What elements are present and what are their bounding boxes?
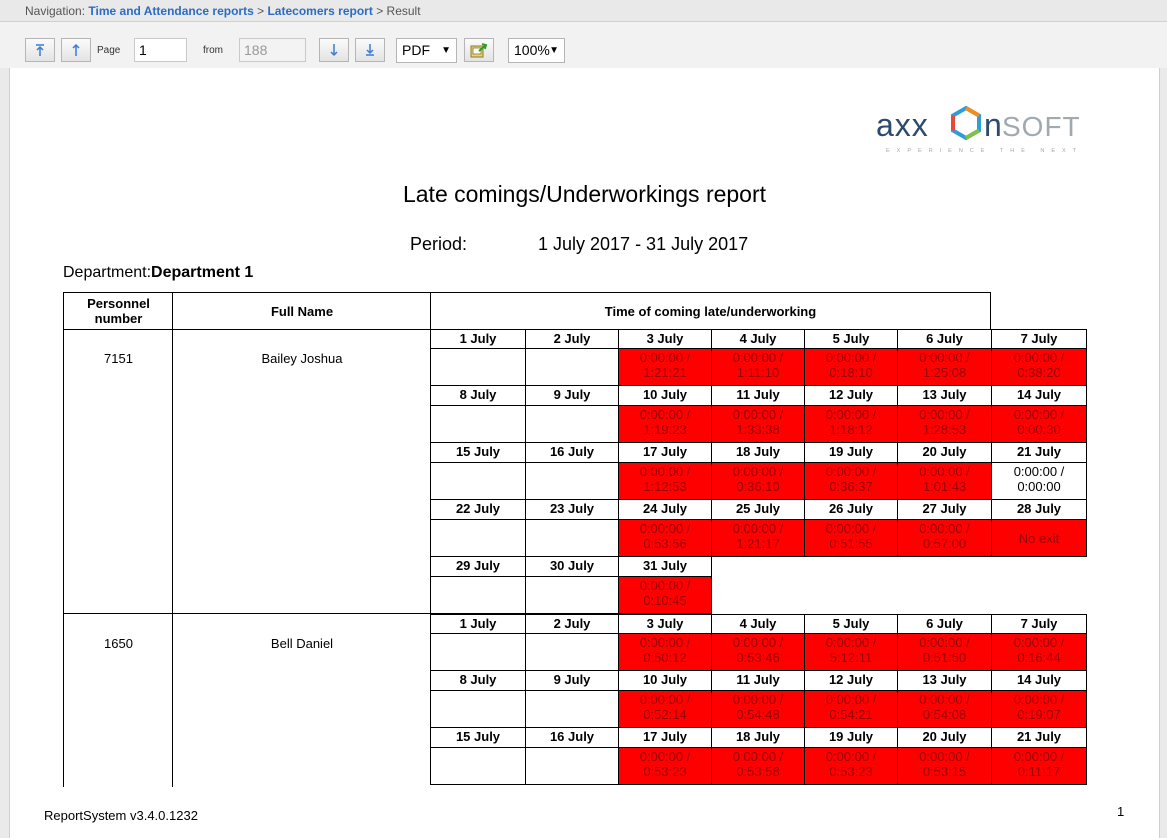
day-value: 0:00:00 / 1:21:17 xyxy=(711,519,805,557)
day-value: 0:00:00 / 0:53:23 xyxy=(804,747,898,785)
day-label: 6 July xyxy=(897,614,992,634)
period-value: 1 July 2017 - 31 July 2017 xyxy=(538,234,749,254)
day-value: 0:00:00 / 1:33:38 xyxy=(711,405,805,443)
header-personnel-number: Personnel number xyxy=(63,292,173,330)
day-label: 16 July xyxy=(525,728,619,748)
day-value: 0:00:00 / 0:00:00 xyxy=(991,462,1087,500)
first-page-button[interactable] xyxy=(25,38,55,62)
total-pages-field: 188 xyxy=(239,38,306,62)
day-value xyxy=(430,690,526,728)
day-value xyxy=(430,576,526,614)
day-value xyxy=(430,519,526,557)
header-full-name: Full Name xyxy=(172,292,431,330)
day-label: 18 July xyxy=(711,728,805,748)
day-value: 0:00:00 / 0:57:00 xyxy=(897,519,992,557)
day-value: 0:00:00 / 0:00:30 xyxy=(991,405,1087,443)
day-value: 0:00:00 / 1:25:08 xyxy=(897,348,992,386)
day-value xyxy=(430,348,526,386)
first-page-icon xyxy=(33,43,47,57)
header-time-late: Time of coming late/underworking xyxy=(430,292,991,330)
day-label: 11 July xyxy=(711,671,805,691)
day-label: 9 July xyxy=(525,386,619,406)
day-label: 11 July xyxy=(711,386,805,406)
breadcrumb-link-latecomers[interactable]: Latecomers report xyxy=(267,4,373,18)
day-label: 15 July xyxy=(430,443,526,463)
next-page-button[interactable] xyxy=(319,38,349,62)
breadcrumb-current: Result xyxy=(386,4,421,18)
department-line xyxy=(63,264,253,282)
day-value: 0:00:00 / 0:51:55 xyxy=(804,519,898,557)
day-value: 0:00:00 / 0:19:07 xyxy=(991,690,1087,728)
export-button[interactable] xyxy=(464,38,494,62)
day-label: 27 July xyxy=(897,500,992,520)
day-label: 16 July xyxy=(525,443,619,463)
day-value xyxy=(430,462,526,500)
day-value: 0:00:00 / 1:01:43 xyxy=(897,462,992,500)
day-value xyxy=(430,633,526,671)
day-value xyxy=(430,747,526,785)
full-name-cell: Bell Daniel xyxy=(172,614,431,787)
export-icon xyxy=(470,42,488,58)
chevron-down-icon: ▼ xyxy=(441,45,451,56)
export-format-value: PDF xyxy=(402,42,430,58)
chevron-down-icon: ▼ xyxy=(549,45,559,56)
day-label: 17 July xyxy=(618,728,712,748)
day-label: 8 July xyxy=(430,386,526,406)
day-label: 29 July xyxy=(430,557,526,577)
day-label: 6 July xyxy=(897,329,992,349)
day-label: 9 July xyxy=(525,671,619,691)
previous-page-button[interactable] xyxy=(61,38,91,62)
day-label: 5 July xyxy=(804,614,898,634)
day-value: 0:00:00 / 1:21:21 xyxy=(618,348,712,386)
day-label: 13 July xyxy=(897,671,992,691)
day-value xyxy=(525,576,619,614)
day-value xyxy=(430,405,526,443)
page-number-input[interactable]: 1 xyxy=(134,38,187,62)
day-value: 0:00:00 / 0:53:46 xyxy=(711,633,805,671)
svg-text:EXPERIENCE THE NEXT: EXPERIENCE THE NEXT xyxy=(886,148,1084,154)
day-label: 5 July xyxy=(804,329,898,349)
svg-text:SOFT: SOFT xyxy=(1002,111,1081,142)
day-label: 30 July xyxy=(525,557,619,577)
breadcrumb-separator: > xyxy=(257,4,265,18)
day-label: 2 July xyxy=(525,329,619,349)
department-label: Department: xyxy=(63,264,152,281)
breadcrumb xyxy=(0,0,1167,22)
day-value: 0:00:00 / 0:36:10 xyxy=(711,462,805,500)
day-label: 14 July xyxy=(991,671,1087,691)
day-value: 0:00:00 / 0:38:20 xyxy=(991,348,1087,386)
day-value: 0:00:00 / 0:53:58 xyxy=(711,747,805,785)
day-label: 10 July xyxy=(618,386,712,406)
day-label: 23 July xyxy=(525,500,619,520)
zoom-value: 100% xyxy=(514,42,550,58)
previous-page-icon xyxy=(69,43,83,57)
day-label: 10 July xyxy=(618,671,712,691)
day-value: 0:00:00 / 0:53:56 xyxy=(618,519,712,557)
day-label: 3 July xyxy=(618,614,712,634)
day-value: 0:00:00 / 1:28:53 xyxy=(897,405,992,443)
day-value: 0:00:00 / 0:18:10 xyxy=(804,348,898,386)
day-label: 20 July xyxy=(897,443,992,463)
personnel-number-cell: 7151 xyxy=(63,329,173,614)
zoom-select[interactable] xyxy=(508,38,565,63)
day-label: 8 July xyxy=(430,671,526,691)
day-value: 0:00:00 / 0:54:08 xyxy=(897,690,992,728)
day-label: 13 July xyxy=(897,386,992,406)
svg-text:n: n xyxy=(984,107,1002,143)
personnel-number-cell: 1650 xyxy=(63,614,173,787)
last-page-button[interactable] xyxy=(355,38,385,62)
day-value: 0:00:00 / 1:18:12 xyxy=(804,405,898,443)
day-label: 15 July xyxy=(430,728,526,748)
day-value xyxy=(525,633,619,671)
day-label: 4 July xyxy=(711,329,805,349)
day-value: 0:00:00 / 0:10:45 xyxy=(618,576,712,614)
from-label: from xyxy=(203,45,223,56)
day-label: 19 July xyxy=(804,728,898,748)
day-label: 19 July xyxy=(804,443,898,463)
day-label: 12 July xyxy=(804,386,898,406)
day-value: No exit xyxy=(991,519,1087,557)
breadcrumb-separator: > xyxy=(376,4,384,18)
department-name: Department 1 xyxy=(151,264,254,281)
day-label: 22 July xyxy=(430,500,526,520)
day-value: 0:00:00 / 0:52:14 xyxy=(618,690,712,728)
axxonsoft-logo xyxy=(874,102,1094,162)
day-value xyxy=(525,747,619,785)
last-page-icon xyxy=(363,43,377,57)
day-value xyxy=(525,405,619,443)
day-value: 0:00:00 / 5:12:11 xyxy=(804,633,898,671)
day-label: 24 July xyxy=(618,500,712,520)
day-value: 0:00:00 / 1:19:23 xyxy=(618,405,712,443)
day-value: 0:00:00 / 0:54:21 xyxy=(804,690,898,728)
day-label: 21 July xyxy=(991,443,1087,463)
day-value: 0:00:00 / 0:54:48 xyxy=(711,690,805,728)
report-version: ReportSystem v3.4.0.1232 xyxy=(44,808,198,823)
day-label: 7 July xyxy=(991,329,1087,349)
day-label: 31 July xyxy=(618,557,712,577)
day-value: 0:00:00 / 0:53:23 xyxy=(618,747,712,785)
day-value xyxy=(525,519,619,557)
export-format-select[interactable] xyxy=(396,38,457,63)
day-value: 0:00:00 / 0:50:12 xyxy=(618,633,712,671)
day-label: 25 July xyxy=(711,500,805,520)
day-value: 0:00:00 / 1:12:53 xyxy=(618,462,712,500)
day-label: 20 July xyxy=(897,728,992,748)
breadcrumb-prefix: Navigation: xyxy=(25,4,86,18)
page-number: 1 xyxy=(1117,804,1125,819)
full-name-cell: Bailey Joshua xyxy=(172,329,431,614)
day-label: 12 July xyxy=(804,671,898,691)
period-label: Period: xyxy=(410,234,468,254)
day-label: 7 July xyxy=(991,614,1087,634)
day-value xyxy=(525,348,619,386)
day-value: 0:00:00 / 0:51:50 xyxy=(897,633,992,671)
day-label: 14 July xyxy=(991,386,1087,406)
day-label: 4 July xyxy=(711,614,805,634)
next-page-icon xyxy=(327,43,341,57)
day-label: 3 July xyxy=(618,329,712,349)
report-title: Late comings/Underworkings report xyxy=(402,181,767,207)
day-label: 17 July xyxy=(618,443,712,463)
day-label: 18 July xyxy=(711,443,805,463)
day-value xyxy=(525,690,619,728)
day-label: 28 July xyxy=(991,500,1087,520)
report-page xyxy=(9,68,1160,838)
day-value: 0:00:00 / 0:36:37 xyxy=(804,462,898,500)
day-label: 26 July xyxy=(804,500,898,520)
day-label: 1 July xyxy=(430,329,526,349)
day-label: 2 July xyxy=(525,614,619,634)
breadcrumb-link-time-attendance[interactable]: Time and Attendance reports xyxy=(88,4,254,18)
day-label: 1 July xyxy=(430,614,526,634)
svg-text:axx: axx xyxy=(876,107,929,143)
day-value xyxy=(525,462,619,500)
day-value: 0:00:00 / 1:11:10 xyxy=(711,348,805,386)
page-label: Page xyxy=(97,45,121,56)
day-label: 21 July xyxy=(991,728,1087,748)
day-value: 0:00:00 / 0:16:44 xyxy=(991,633,1087,671)
report-toolbar xyxy=(0,22,1167,68)
day-value: 0:00:00 / 0:11:17 xyxy=(991,747,1087,785)
day-value: 0:00:00 / 0:53:15 xyxy=(897,747,992,785)
